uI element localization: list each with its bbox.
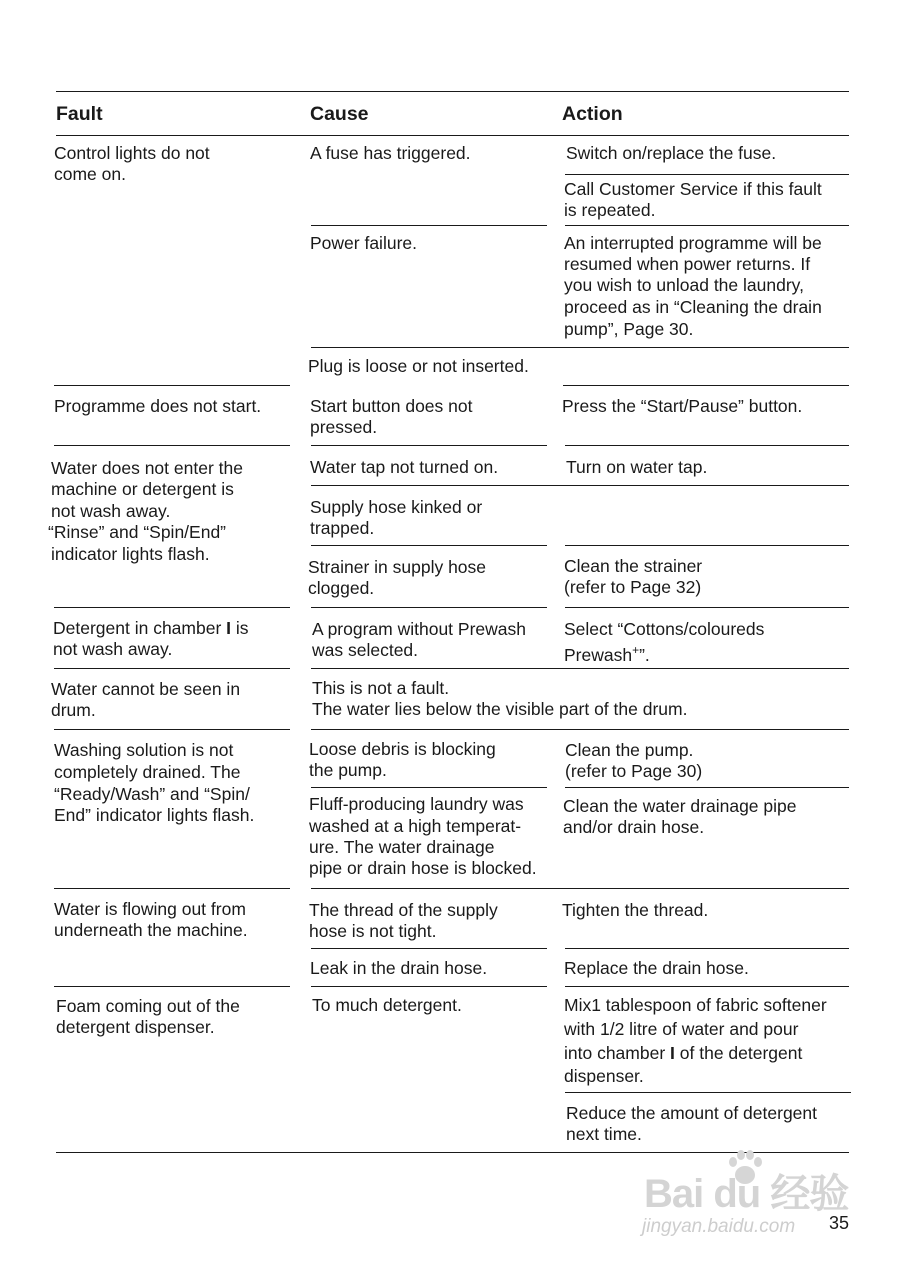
row-rule [565,445,849,446]
row-rule [311,445,547,446]
text-line: the pump. [309,760,387,780]
chamber-label: I [226,618,232,638]
row-rule [311,668,849,669]
header-cause: Cause [310,103,369,125]
table-top-rule [56,91,849,92]
text-line [564,640,650,666]
text-line: Clean the water drainage pipe [563,796,797,816]
text-line: Mix1 tablespoon of fabric softener [564,995,827,1015]
action-cell: Switch on/replace the fuse. [566,143,777,163]
text-line: hose is not tight. [309,921,437,941]
row-rule [311,485,849,486]
text-line: The thread of the supply [309,900,498,920]
text-line: clogged. [308,578,375,598]
text-line: Foam coming out of the [56,996,240,1016]
text-line: washed at a high temperat- [309,816,522,836]
row-rule [311,888,849,889]
row-rule [54,986,290,987]
text-line: Water is flowing out from [54,899,246,919]
row-rule [565,986,849,987]
row-rule [311,948,547,949]
text-line: This is not a fault. [312,678,450,698]
cause-cell: Power failure. [310,233,417,253]
text-line: trapped. [310,518,375,538]
text-segment: Detergent in chamber [53,618,227,638]
header-fault: Fault [56,103,103,125]
text-line: detergent dispenser. [56,1017,215,1037]
text-line: “Rinse” and “Spin/End” [48,522,226,542]
header-rule [56,135,849,136]
watermark [640,1148,850,1248]
row-rule [563,385,849,386]
row-rule [54,445,290,446]
text-segment: into chamber [564,1043,671,1063]
row-rule [565,948,849,949]
text-line: next time. [566,1124,642,1144]
row-rule [565,225,849,226]
text-line: Reduce the amount of detergent [566,1103,818,1123]
cause-cell: Water tap not turned on. [310,457,499,477]
text-line: Supply hose kinked or [310,497,483,517]
text-line: ure. The water drainage [309,837,495,857]
text-line: drum. [51,700,96,720]
text-line: Clean the strainer [564,556,703,576]
text-line: An interrupted programme will be [564,233,822,253]
row-rule [311,729,849,730]
text-line: (refer to Page 32) [564,577,702,597]
text-line: proceed as in “Cleaning the drain [564,297,822,317]
text-line: Strainer in supply hose [308,557,487,577]
action-cell: Replace the drain hose. [564,958,749,978]
row-rule [54,385,290,386]
row-rule [565,545,849,546]
row-rule [54,668,290,669]
text-line: End” indicator lights flash. [54,805,255,825]
text-line: machine or detergent is [51,479,234,499]
text-line: and/or drain hose. [563,817,705,837]
text-segment: is [231,618,249,638]
text-line: was selected. [312,640,419,660]
row-rule [311,225,547,226]
row-rule [565,1092,851,1093]
text-line: pressed. [310,417,378,437]
text-line: Water does not enter the [51,458,243,478]
text-line: indicator lights flash. [51,544,210,564]
row-rule [565,607,849,608]
text-line: is repeated. [564,200,656,220]
text-line: Water cannot be seen in [51,679,241,699]
row-rule [54,729,290,730]
text-line: “Ready/Wash” and “Spin/ [54,784,250,804]
text-line [564,1043,802,1065]
cause-cell: A fuse has triggered. [310,143,471,163]
row-rule [54,607,290,608]
fault-cell: Programme does not start. [54,396,262,416]
text-line: pump”, Page 30. [564,319,694,339]
text-line: Washing solution is not [54,740,234,760]
text-line: (refer to Page 30) [565,761,703,781]
watermark-url: jingyan.baidu.com [642,1216,796,1237]
text-line: come on. [54,164,126,184]
row-rule [311,347,849,348]
action-cell: Press the “Start/Pause” button. [562,396,803,416]
chamber-label: I [670,1043,675,1063]
text-line: A program without Prewash [312,619,526,639]
row-rule [311,787,547,788]
text-line: pipe or drain hose is blocked. [309,858,537,878]
text-line: The water lies below the visible part of the drum. [312,699,688,719]
text-line: Start button does not [310,396,473,416]
row-rule [565,787,849,788]
page-number: 35 [829,1213,850,1233]
watermark-logo: Bai du 经验 [644,1172,849,1216]
cause-cell: Leak in the drain hose. [310,958,488,978]
text-segment: ”. [639,644,650,665]
text-line: underneath the machine. [54,920,248,940]
cause-cell: Plug is loose or not inserted. [308,356,529,376]
text-line [53,618,249,640]
text-segment: of the detergent [674,1043,803,1063]
action-cell: Turn on water tap. [566,457,708,477]
text-line: not wash away. [53,639,173,659]
text-line: you wish to unload the laundry, [564,275,804,295]
text-line: resumed when power returns. If [564,254,811,274]
action-cell: Tighten the thread. [562,900,709,920]
text-line: Fluff-producing laundry was [309,794,524,814]
row-rule [311,545,547,546]
text-line: Loose debris is blocking [309,739,496,759]
text-line: Call Customer Service if this fault [564,179,822,199]
text-segment: Prewash [564,644,633,665]
row-rule [311,607,547,608]
row-rule [54,888,290,889]
header-action: Action [562,103,623,125]
text-line: Clean the pump. [565,740,694,760]
text-line: Control lights do not [54,143,210,163]
text-line: Select “Cottons/coloureds [564,619,765,639]
row-rule [565,174,849,175]
cause-cell: To much detergent. [312,995,462,1015]
text-line: completely drained. The [54,762,241,782]
superscript: + [632,643,640,657]
text-line: not wash away. [51,501,171,521]
text-line: dispenser. [564,1066,644,1086]
row-rule [311,986,547,987]
text-line: with 1/2 litre of water and pour [564,1019,799,1039]
